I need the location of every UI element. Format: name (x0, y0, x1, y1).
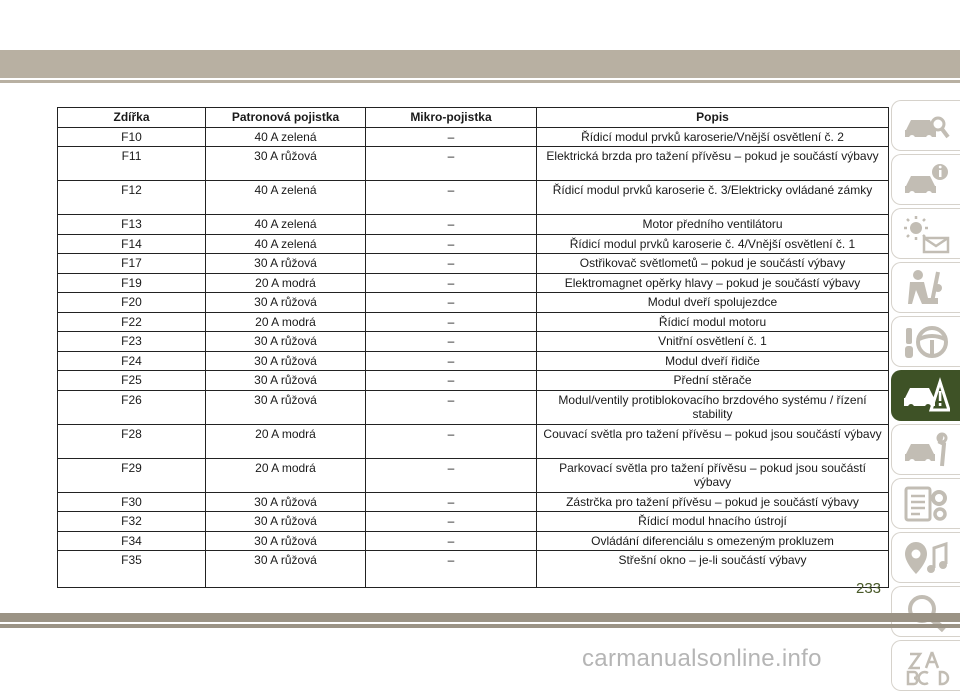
cell-cavity: F12 (58, 181, 206, 215)
cell-cavity: F24 (58, 351, 206, 371)
car-info-icon (902, 160, 950, 200)
cell-micro: – (366, 273, 537, 293)
cell-cavity: F14 (58, 234, 206, 254)
cell-cavity: F17 (58, 254, 206, 274)
cell-cartridge: 30 A růžová (206, 254, 366, 274)
tab-warning-lights[interactable] (891, 208, 960, 259)
cell-cartridge: 30 A růžová (206, 147, 366, 181)
hazard-car-icon (902, 376, 950, 416)
cell-cavity: F30 (58, 492, 206, 512)
specifications-icon (902, 484, 950, 524)
cell-cartridge: 40 A zelená (206, 215, 366, 235)
cell-cavity: F35 (58, 551, 206, 588)
header-description: Popis (537, 108, 889, 128)
table-row (58, 458, 889, 492)
cell-description: Motor předního ventilátoru (537, 215, 889, 235)
table-row (58, 127, 889, 147)
cell-micro: – (366, 551, 537, 588)
cell-description: Přední stěrače (537, 371, 889, 391)
cell-cartridge: 30 A růžová (206, 390, 366, 424)
cell-cavity: F22 (58, 312, 206, 332)
table-row (58, 147, 889, 181)
cell-description: Řídicí modul prvků karoserie č. 4/Vnější osvětlení č. 1 (537, 234, 889, 254)
cell-micro: – (366, 234, 537, 254)
cell-micro: – (366, 127, 537, 147)
cell-description: Modul dveří spolujezdce (537, 293, 889, 313)
header-cartridge-fuse: Patronová pojistka (206, 108, 366, 128)
cell-cartridge: 30 A růžová (206, 492, 366, 512)
cell-micro: – (366, 531, 537, 551)
cell-cartridge: 30 A růžová (206, 551, 366, 588)
cell-description: Ovládání diferenciálu s omezeným prokluzem (537, 531, 889, 551)
table-header-row (58, 108, 889, 128)
cell-cartridge: 40 A zelená (206, 234, 366, 254)
cell-description: Couvací světla pro tažení přívěsu – pokud jsou součástí výbavy (537, 424, 889, 458)
cell-cavity: F23 (58, 332, 206, 352)
cell-description: Zástrčka pro tažení přívěsu – pokud je součástí výbavy (537, 492, 889, 512)
table-row (58, 254, 889, 274)
table-row (58, 332, 889, 352)
tab-car-info[interactable] (891, 154, 960, 205)
multimedia-icon (902, 538, 950, 578)
cell-cavity: F34 (58, 531, 206, 551)
cell-description: Parkovací světla pro tažení přívěsu – pokud jsou součástí výbavy (537, 458, 889, 492)
cell-micro: – (366, 512, 537, 532)
cell-micro: – (366, 424, 537, 458)
cell-cavity: F10 (58, 127, 206, 147)
table-row (58, 371, 889, 391)
cell-cavity: F26 (58, 390, 206, 424)
steering-wheel-icon (902, 322, 950, 362)
cell-micro: – (366, 332, 537, 352)
table-row (58, 312, 889, 332)
cell-description: Řídicí modul hnacího ústrojí (537, 512, 889, 532)
cell-cartridge: 30 A růžová (206, 351, 366, 371)
car-service-icon (902, 430, 950, 470)
cell-cartridge: 30 A růžová (206, 332, 366, 352)
table-row (58, 181, 889, 215)
cell-micro: – (366, 254, 537, 274)
cell-description: Elektrická brzda pro tažení přívěsu – pokud je součástí výbavy (537, 147, 889, 181)
tab-search[interactable] (891, 586, 960, 637)
header-micro-fuse: Mikro-pojistka (366, 108, 537, 128)
table-row (58, 492, 889, 512)
table-row (58, 512, 889, 532)
cell-micro: – (366, 147, 537, 181)
tab-specifications[interactable] (891, 478, 960, 529)
tab-hazard-car[interactable] (891, 370, 960, 421)
cell-cartridge: 30 A růžová (206, 293, 366, 313)
cell-cartridge: 30 A růžová (206, 371, 366, 391)
chapter-tabs (891, 100, 960, 694)
cell-micro: – (366, 390, 537, 424)
tab-car-service[interactable] (891, 424, 960, 475)
cell-cartridge: 40 A zelená (206, 127, 366, 147)
cell-micro: – (366, 181, 537, 215)
cell-cartridge: 20 A modrá (206, 424, 366, 458)
table-row (58, 234, 889, 254)
footer-band (0, 613, 960, 622)
table-row (58, 215, 889, 235)
cell-cavity: F32 (58, 512, 206, 532)
cell-cartridge: 30 A růžová (206, 512, 366, 532)
warning-lights-icon (902, 214, 950, 254)
cell-cavity: F13 (58, 215, 206, 235)
cell-cartridge: 20 A modrá (206, 312, 366, 332)
tab-multimedia[interactable] (891, 532, 960, 583)
cell-cavity: F25 (58, 371, 206, 391)
fuse-table (57, 107, 889, 588)
cell-description: Řídicí modul prvků karoserie/Vnější osvětlení č. 2 (537, 127, 889, 147)
cell-cavity: F19 (58, 273, 206, 293)
table-row (58, 293, 889, 313)
car-search-icon (902, 106, 950, 146)
cell-description: Střešní okno – je-li součástí výbavy (537, 551, 889, 588)
cell-micro: – (366, 458, 537, 492)
cell-cartridge: 20 A modrá (206, 273, 366, 293)
cell-description: Modul dveří řidiče (537, 351, 889, 371)
cell-description: Ostřikovač světlometů – pokud je součástí výbavy (537, 254, 889, 274)
table-row (58, 273, 889, 293)
table-row (58, 390, 889, 424)
header-line (0, 80, 960, 83)
cell-description: Elektromagnet opěrky hlavy – pokud je součástí výbavy (537, 273, 889, 293)
cell-micro: – (366, 371, 537, 391)
table-row (58, 424, 889, 458)
cell-micro: – (366, 312, 537, 332)
cell-cavity: F20 (58, 293, 206, 313)
table-row (58, 531, 889, 551)
cell-cartridge: 20 A modrá (206, 458, 366, 492)
cell-cavity: F11 (58, 147, 206, 181)
airbag-seat-icon (902, 268, 950, 308)
cell-micro: – (366, 215, 537, 235)
cell-micro: – (366, 492, 537, 512)
cell-micro: – (366, 293, 537, 313)
cell-description: Vnitřní osvětlení č. 1 (537, 332, 889, 352)
cell-description: Modul/ventily protiblokovacího brzdového systému / řízení stability (537, 390, 889, 424)
tab-airbag-seat[interactable] (891, 262, 960, 313)
tab-car-search[interactable] (891, 100, 960, 151)
index-icon (902, 646, 950, 686)
page-number: 233 (856, 580, 882, 597)
cell-micro: – (366, 351, 537, 371)
header-band (0, 50, 960, 78)
watermark: carmanualsonline.info (582, 645, 822, 672)
tab-index[interactable] (891, 640, 960, 691)
table-row (58, 551, 889, 588)
header-cavity: Zdířka (58, 108, 206, 128)
footer-line (0, 624, 960, 628)
tab-steering-wheel[interactable] (891, 316, 960, 367)
cell-cavity: F29 (58, 458, 206, 492)
cell-cartridge: 30 A růžová (206, 531, 366, 551)
table-row (58, 351, 889, 371)
cell-description: Řídicí modul motoru (537, 312, 889, 332)
cell-cartridge: 40 A zelená (206, 181, 366, 215)
cell-description: Řídicí modul prvků karoserie č. 3/Elektricky ovládané zámky (537, 181, 889, 215)
cell-cavity: F28 (58, 424, 206, 458)
